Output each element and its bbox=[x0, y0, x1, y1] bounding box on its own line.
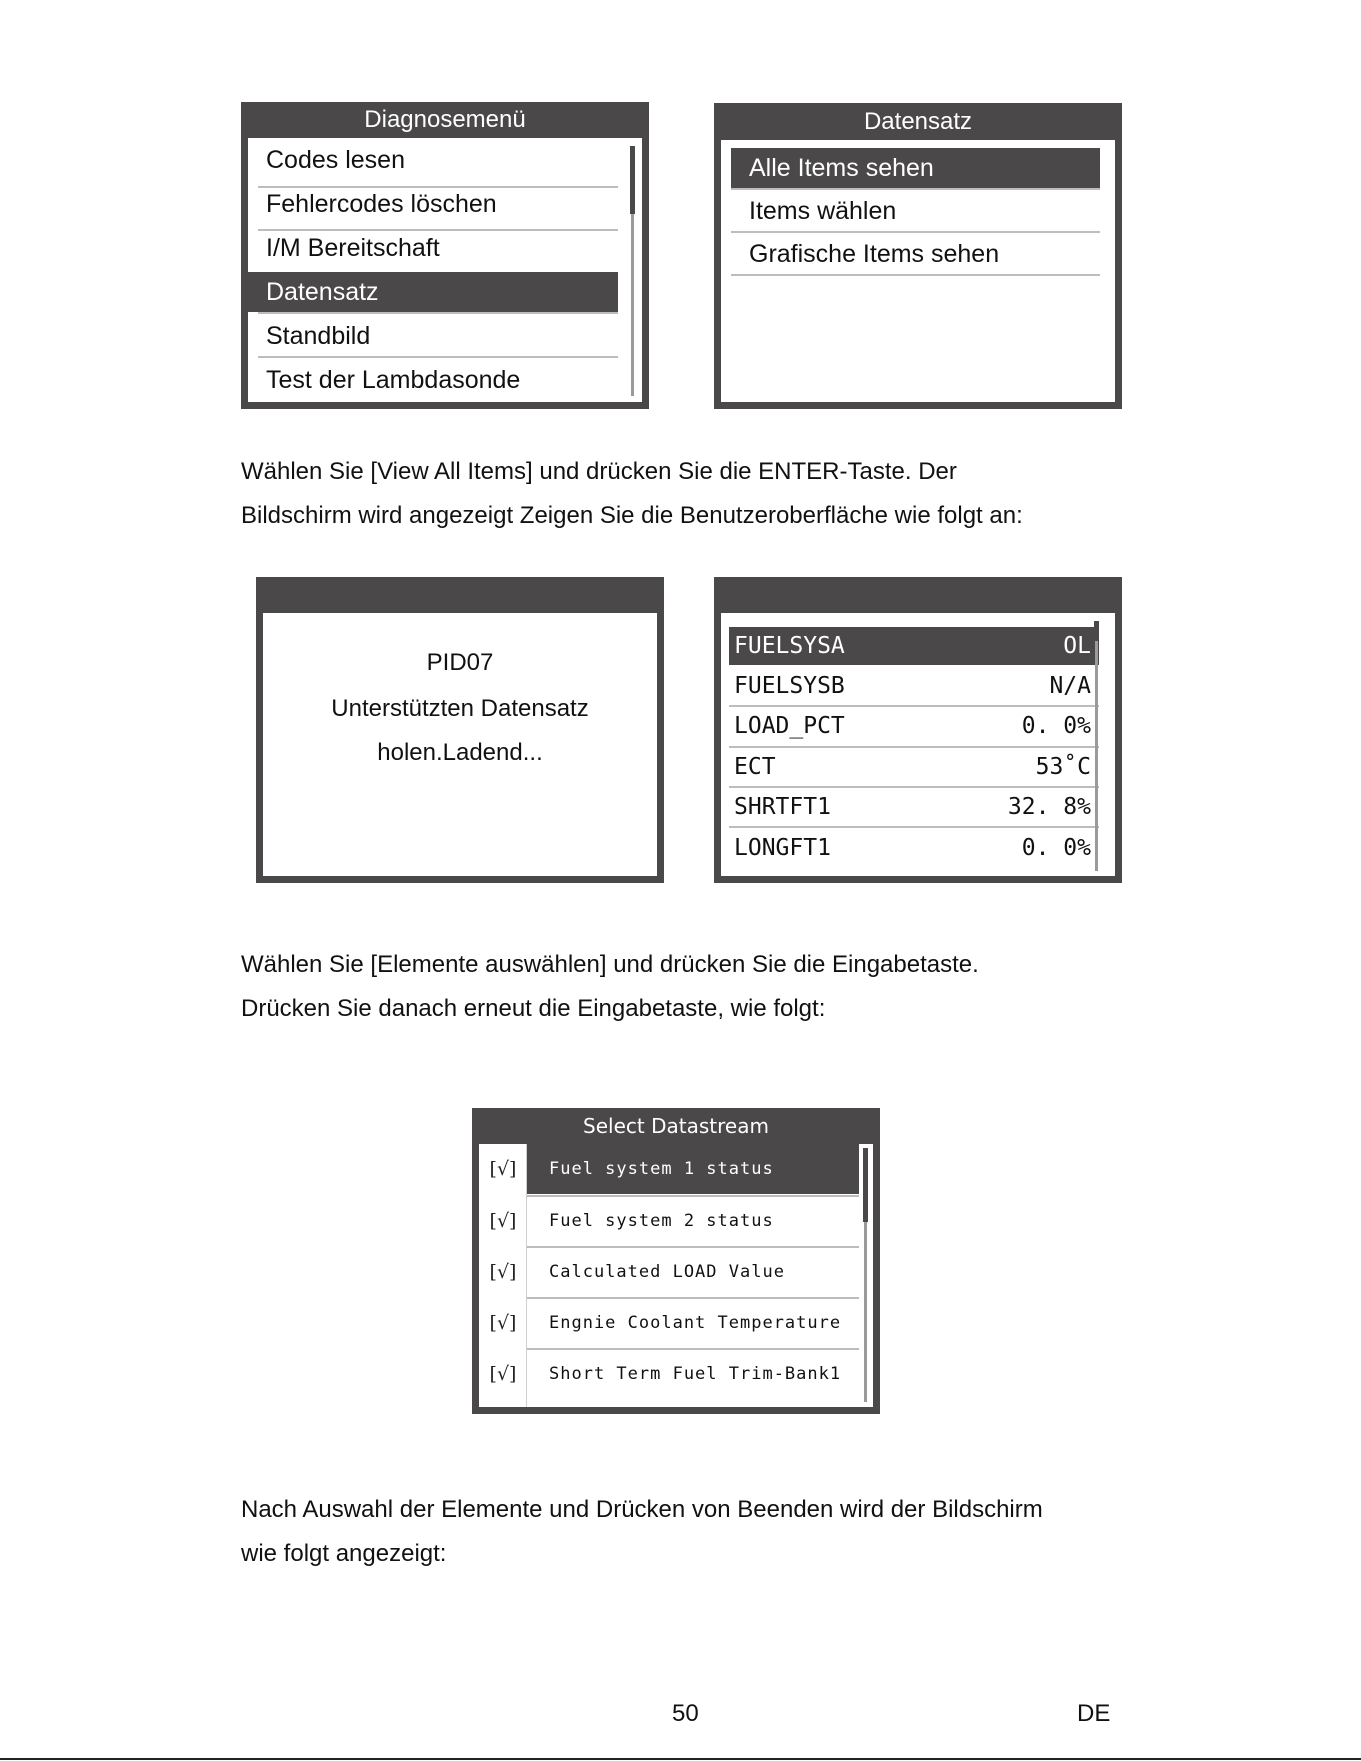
datastream-item-short-term-fuel-trim[interactable]: [√] Short Term Fuel Trim-Bank1 bbox=[479, 1349, 859, 1399]
data-row-load-pct[interactable]: LOAD_PCT 0. 0% bbox=[734, 713, 1091, 739]
live-data-screen bbox=[714, 577, 1122, 883]
menu-item-standbild[interactable]: Standbild bbox=[266, 321, 371, 350]
select-datastream-scroll-thumb[interactable] bbox=[863, 1148, 868, 1222]
data-row-shrtft1[interactable]: SHRTFT1 32. 8% bbox=[734, 794, 1091, 820]
menu-item-codes-lesen[interactable]: Codes lesen bbox=[266, 145, 405, 174]
datensatz-menu-list bbox=[721, 140, 1115, 402]
loading-screen bbox=[256, 577, 664, 883]
menu-item-fehlercodes-loeschen[interactable]: Fehlercodes löschen bbox=[266, 189, 497, 218]
live-data-scrollbar[interactable] bbox=[1095, 621, 1098, 871]
data-row-longft1[interactable]: LONGFT1 0. 0% bbox=[734, 835, 1091, 861]
datensatz-menu-title: Datensatz bbox=[863, 108, 973, 135]
data-row-fuelsysa[interactable]: FUELSYSA OL bbox=[729, 627, 1099, 665]
instruction-paragraph-2: Wählen Sie [Elemente auswählen] und drücken Sie die Eingabetaste. Drücken Sie danach erneut die Eingabetaste, wie folgt: bbox=[241, 951, 979, 1022]
checkbox-icon[interactable]: [√] bbox=[489, 1158, 517, 1180]
datastream-item-fuel-system-2[interactable]: [√] Fuel system 2 status bbox=[479, 1196, 859, 1246]
language-code: DE bbox=[1077, 1700, 1111, 1727]
checkbox-icon[interactable]: [√] bbox=[489, 1210, 517, 1232]
live-data-scroll-thumb[interactable] bbox=[1094, 621, 1099, 641]
live-data-list bbox=[721, 613, 1115, 876]
diagnose-menu-list bbox=[248, 138, 642, 402]
menu-item-alle-items-sehen[interactable]: Alle Items sehen bbox=[731, 148, 1100, 188]
loading-screen-content bbox=[263, 613, 657, 876]
datastream-item-fuel-system-1[interactable]: [√] Fuel system 1 status bbox=[479, 1144, 859, 1194]
select-datastream-title: Select Datastream bbox=[583, 1114, 769, 1138]
loading-line-2: Unterstützten Datensatz bbox=[331, 695, 589, 722]
loading-line-3: holen.Ladend... bbox=[377, 739, 543, 766]
data-row-ect[interactable]: ECT 53˚C bbox=[734, 754, 1091, 780]
menu-item-grafische-items-sehen[interactable]: Grafische Items sehen bbox=[749, 239, 1000, 268]
page-number: 50 bbox=[672, 1700, 699, 1727]
select-datastream-list bbox=[479, 1144, 873, 1407]
diagnose-menu-title: Diagnosemenü bbox=[364, 106, 526, 133]
loading-pid: PID07 bbox=[426, 649, 494, 676]
instruction-paragraph-3: Nach Auswahl der Elemente und Drücken von Beenden wird der Bildschirm wie folgt angezeigt: bbox=[241, 1496, 1043, 1567]
menu-item-im-bereitschaft[interactable]: I/M Bereitschaft bbox=[266, 233, 440, 262]
datensatz-menu-screen bbox=[714, 103, 1122, 409]
datastream-item-calculated-load[interactable]: [√] Calculated LOAD Value bbox=[479, 1247, 859, 1297]
checkbox-icon[interactable]: [√] bbox=[489, 1363, 517, 1385]
menu-item-datensatz[interactable]: Datensatz bbox=[248, 272, 618, 312]
menu-item-items-waehlen[interactable]: Items wählen bbox=[749, 196, 897, 225]
data-row-fuelsysb[interactable]: FUELSYSB N/A bbox=[734, 673, 1091, 699]
footer-rule bbox=[0, 1758, 1361, 1760]
datastream-item-coolant-temperature[interactable]: [√] Engnie Coolant Temperature bbox=[479, 1298, 859, 1348]
instruction-paragraph-1: Wählen Sie [View All Items] und drücken Sie die ENTER-Taste. Der Bildschirm wird angezeigt Zeigen Sie die Benutzeroberfläche wie folgt an: bbox=[241, 458, 1023, 529]
select-datastream-screen bbox=[472, 1108, 880, 1414]
checkbox-icon[interactable]: [√] bbox=[489, 1312, 517, 1334]
menu-item-lambdasonde[interactable]: Test der Lambdasonde bbox=[266, 365, 521, 394]
diagnose-menu-screen bbox=[241, 102, 649, 409]
checkbox-icon[interactable]: [√] bbox=[489, 1261, 517, 1283]
diagnose-menu-scroll-thumb[interactable] bbox=[630, 146, 635, 214]
